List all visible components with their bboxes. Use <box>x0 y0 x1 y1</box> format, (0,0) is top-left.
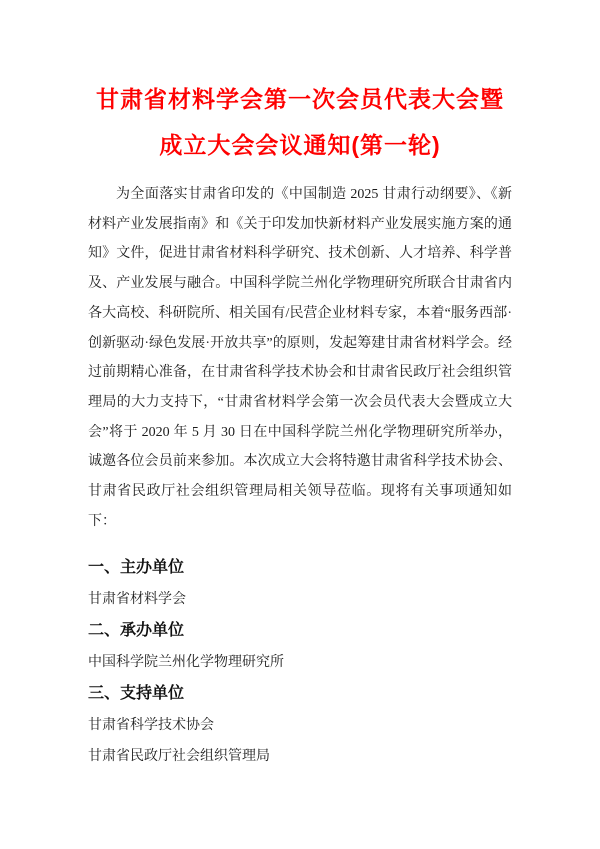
section-heading-supporting-unit: 三、支持单位 <box>88 685 185 703</box>
document-title <box>0 0 600 168</box>
intro-paragraph: 为全面落实甘肃省印发的《中国制造 2025 甘肃行动纲要》、《新材料产业发展指南》和《关于印发加快新材料产业发展实施方案的通知》文件，促进甘肃省材料科学研究、技术创新、人才培养、科学普及、产业发展与融合。中国科学院兰州化学物理研究所联合甘肃省内各大高校、科研院所、相关国有/民营企业材料专家，本着“服务西部·创新驱动·绿色发展·开放共享”的原则，发起筹建甘肃省材料学会。经过前期精心准备，在甘肃省科学技术协会和甘肃省民政厅社会组织管理局的大力支持下，“甘肃省材料学会第一次会员代表大会暨成立大会”将于 2020 年 5 月 30 日在中国科学院兰州化学物理研究所举办，诚邀各位会员前来参加。本次成立大会将特邀甘肃省科学技术协会、甘肃省民政厅社会组织管理局相关领导莅临。现将有关事项通知如下： <box>88 187 512 529</box>
section-item-supporting-unit-2: 甘肃省民政厅社会组织管理局 <box>88 749 270 765</box>
section-item-host-unit: 甘肃省材料学会 <box>88 591 186 607</box>
section-item-organizer-unit: 中国科学院兰州化学物理研究所 <box>88 654 284 670</box>
section-heading-organizer-unit: 二、承办单位 <box>88 622 185 640</box>
section-item-supporting-unit-1: 甘肃省科学技术协会 <box>88 717 214 733</box>
title-line-2: 成立大会会议通知(第一轮) <box>159 132 441 158</box>
sections-list <box>88 552 512 773</box>
section-heading-host-unit: 一、主办单位 <box>88 559 185 577</box>
title-line-1: 甘肃省材料学会第一次会员代表大会暨 <box>96 86 504 112</box>
